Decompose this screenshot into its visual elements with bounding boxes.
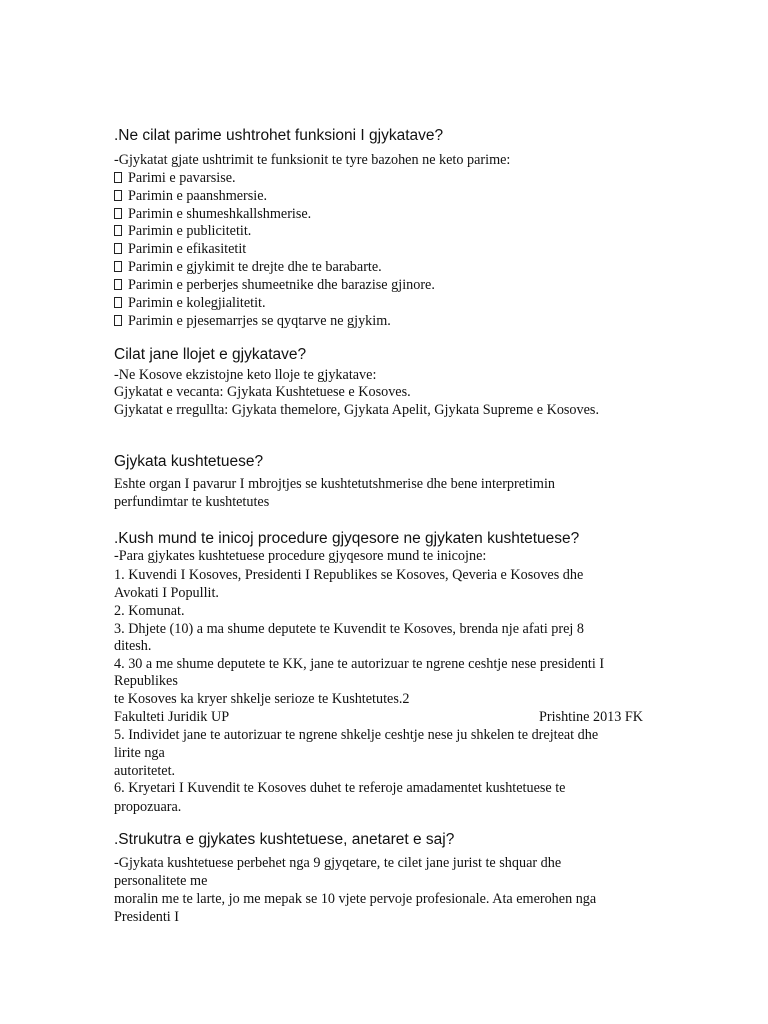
paragraph-line: 5. Individet jane te autorizuar te ngrene shkelje ceshtje nese ju shkelen te drejteat dhe (114, 727, 599, 743)
paragraph-line: Presidenti I (114, 909, 180, 925)
section-heading: Cilat jane llojet e gjykatave? (114, 346, 307, 363)
bullet-item: Parimin e perberjes shumeetnike dhe barazise gjinore. (114, 277, 435, 294)
paragraph-line: Gjykatat e vecanta: Gjykata Kushtetuese e Kosoves. (114, 384, 411, 400)
paragraph-line: autoritetet. (114, 763, 176, 779)
bullet-item: Parimi e pavarsise. (114, 170, 236, 187)
section-heading: .Strukutra e gjykates kushtetuese, anetaret e saj? (114, 831, 455, 848)
bullet-box-icon (114, 297, 122, 308)
paragraph-line: propozuara. (114, 799, 182, 815)
paragraph-line: Republikes (114, 673, 178, 689)
section-intro: -Gjykatat gjate ushtrimit te funksionit te tyre bazohen ne keto parime: (114, 152, 511, 168)
bullet-item: Parimin e gjykimit te drejte dhe te barabarte. (114, 259, 382, 276)
paragraph-line: ditesh. (114, 638, 152, 654)
bullet-box-icon (114, 243, 122, 254)
section-heading: .Ne cilat parime ushtrohet funksioni I gjykatave? (114, 127, 444, 144)
paragraph-line: moralin me te larte, jo me mepak se 10 vjete pervoje profesionale. Ata emerohen nga (114, 891, 597, 907)
bullet-item: Parimin e pjesemarrjes se qyqtarve ne gjykim. (114, 313, 391, 330)
bullet-item: Parimin e paanshmersie. (114, 188, 267, 205)
paragraph-line: te Kosoves ka kryer shkelje serioze te Kushtetutes.2 (114, 691, 410, 707)
paragraph-line: 4. 30 a me shume deputete te KK, jane te autorizuar te ngrene ceshtje nese presidenti I (114, 656, 605, 672)
section-heading: Gjykata kushtetuese? (114, 453, 264, 470)
paragraph-line: 3. Dhjete (10) a ma shume deputete te Kuvendit te Kosoves, brenda nje afati prej 8 (114, 621, 585, 637)
page-footer-left: Fakulteti Juridik UP (114, 709, 230, 725)
bullet-item: Parimin e efikasitetit (114, 241, 246, 258)
bullet-box-icon (114, 315, 122, 326)
paragraph-line: -Gjykata kushtetuese perbehet nga 9 gjyqetare, te cilet jane jurist te shquar dhe (114, 855, 562, 871)
bullet-box-icon (114, 208, 122, 219)
paragraph-line: Eshte organ I pavarur I mbrojtjes se kushtetutshmerise dhe bene interpretimin (114, 476, 556, 492)
paragraph-line: -Para gjykates kushtetuese procedure gjyqesore mund te inicojne: (114, 548, 487, 564)
bullet-box-icon (114, 261, 122, 272)
paragraph-line: -Ne Kosove ekzistojne keto lloje te gjykatave: (114, 367, 377, 383)
section-heading: .Kush mund te inicoj procedure gjyqesore ne gjykaten kushtetuese? (114, 530, 580, 547)
bullet-box-icon (114, 225, 122, 236)
paragraph-line: Avokati I Popullit. (114, 585, 219, 601)
page-footer-right: Prishtine 2013 FK (539, 709, 644, 725)
paragraph-line: lirite nga (114, 745, 165, 761)
paragraph-line: personalitete me (114, 873, 208, 889)
paragraph-line: 2. Komunat. (114, 603, 185, 619)
bullet-item: Parimin e shumeshkallshmerise. (114, 206, 311, 223)
paragraph-line: perfundimtar te kushtetutes (114, 494, 270, 510)
bullet-box-icon (114, 172, 122, 183)
paragraph-line: 1. Kuvendi I Kosoves, Presidenti I Republikes se Kosoves, Qeveria e Kosoves dhe (114, 567, 584, 583)
paragraph-line: Gjykatat e rregullta: Gjykata themelore, Gjykata Apelit, Gjykata Supreme e Kosoves. (114, 402, 599, 418)
bullet-box-icon (114, 190, 122, 201)
paragraph-line: 6. Kryetari I Kuvendit te Kosoves duhet te referoje amadamentet kushtetuese te (114, 780, 566, 796)
bullet-item: Parimin e kolegjialitetit. (114, 295, 266, 312)
bullet-item: Parimin e publicitetit. (114, 223, 251, 240)
bullet-box-icon (114, 279, 122, 290)
